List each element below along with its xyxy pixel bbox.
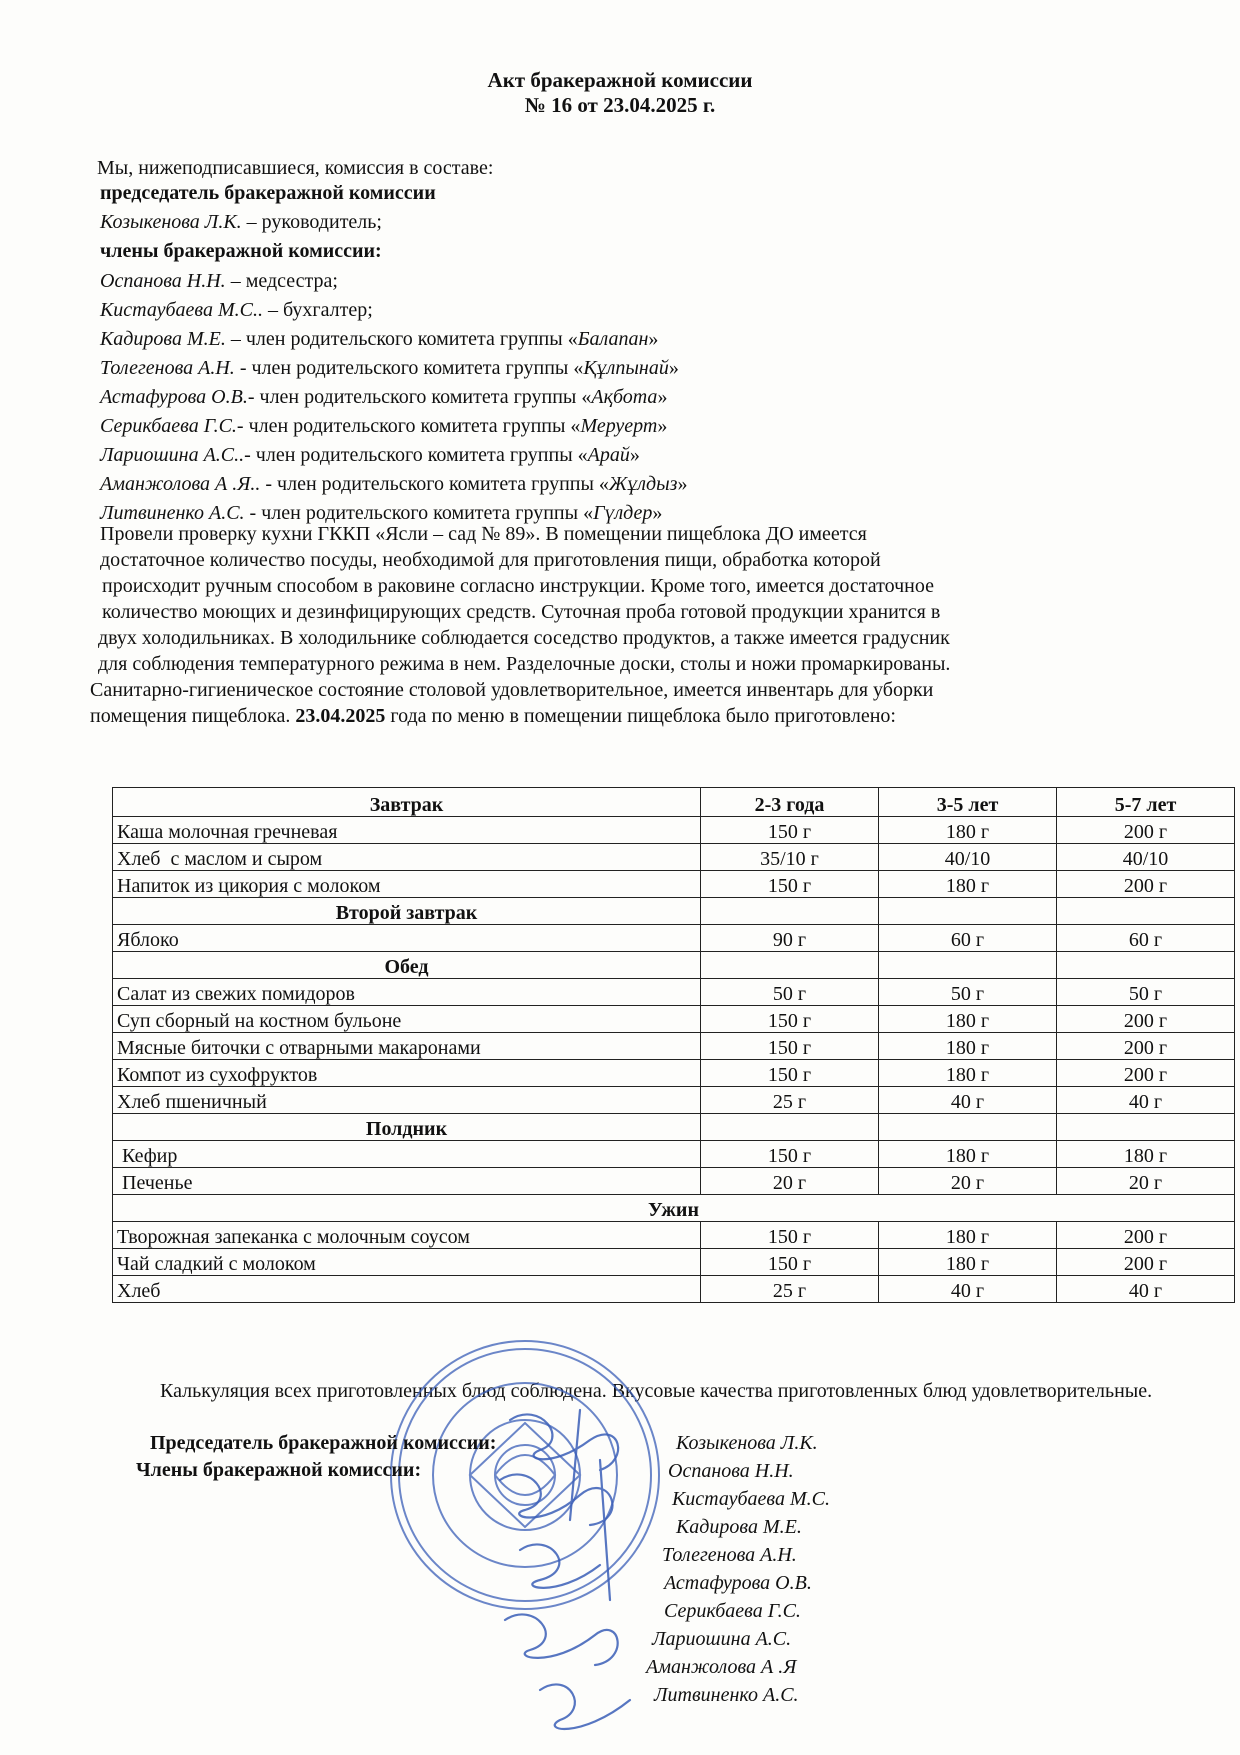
member-role: - член родительского комитета группы « <box>260 473 609 495</box>
member-group: Құлпынай <box>583 357 669 379</box>
section-row <box>113 952 1235 979</box>
dish-name: Салат из свежих помидоров <box>113 979 701 1006</box>
signature-name: Астафурова О.В. <box>664 1572 812 1594</box>
portion-value: 60 г <box>879 925 1057 952</box>
chair-name: Козыкенова Л.К. <box>100 211 242 233</box>
table-row <box>113 925 1235 952</box>
portion-value: 20 г <box>1057 1168 1235 1195</box>
chair-heading: председатель бракеражной комиссии <box>100 182 436 204</box>
portion-value: 35/10 г <box>701 844 879 871</box>
member-role: - член родительского комитета группы « <box>247 386 592 408</box>
empty-cell <box>879 898 1057 925</box>
member-name: Аманжолова А .Я.. <box>100 473 261 495</box>
menu-table <box>112 787 1235 1303</box>
member-role: - член родительского комитета группы « <box>244 444 588 466</box>
portion-value: 40 г <box>879 1087 1057 1114</box>
portion-value: 25 г <box>701 1087 879 1114</box>
inspection-line-last <box>90 704 896 730</box>
dish-name: Творожная запеканка с молочным соусом <box>113 1222 701 1249</box>
member-name: Литвиненко А.С. <box>100 502 245 524</box>
inspection-last-before: помещения пищеблока. <box>90 705 296 727</box>
portion-value: 200 г <box>1057 1249 1235 1276</box>
member-role: - член родительского комитета группы « <box>234 357 584 379</box>
portion-value: 50 г <box>1057 979 1235 1006</box>
empty-cell <box>1057 1114 1235 1141</box>
member-line <box>100 386 667 409</box>
portion-value: 180 г <box>1057 1141 1235 1168</box>
member-group: Балапан <box>577 328 649 350</box>
member-group: Ақбота <box>591 386 658 408</box>
portion-value: 180 г <box>879 1033 1057 1060</box>
member-line <box>100 415 667 438</box>
meal-section-title: Полдник <box>113 1114 701 1141</box>
table-row <box>113 979 1235 1006</box>
member-name: Лариошина А.С.. <box>100 444 245 466</box>
dish-name: Компот из сухофруктов <box>113 1060 701 1087</box>
dish-name: Напиток из цикория с молоком <box>113 871 701 898</box>
member-group: Жұлдыз <box>608 473 678 495</box>
member-group: Меруерт <box>580 415 658 437</box>
member-role: - член родительского комитета группы « <box>244 502 594 524</box>
meal-section-title: Второй завтрак <box>113 898 701 925</box>
chair-signature-label: Председатель бракеражной комиссии: <box>150 1432 497 1454</box>
empty-cell <box>701 898 879 925</box>
signature-name: Оспанова Н.Н. <box>668 1460 794 1482</box>
member-name: Оспанова Н.Н. <box>100 270 226 292</box>
table-row <box>113 1168 1235 1195</box>
member-group-close: » <box>652 502 663 524</box>
member-group-close: » <box>629 444 640 466</box>
portion-value: 25 г <box>701 1276 879 1303</box>
portion-value: 50 г <box>879 979 1057 1006</box>
member-role: – медсестра; <box>225 270 338 292</box>
section-row <box>113 898 1235 925</box>
portion-value: 200 г <box>1057 1222 1235 1249</box>
signature-name: Серикбаева Г.С. <box>664 1600 801 1622</box>
table-row <box>113 1249 1235 1276</box>
portion-value: 180 г <box>879 1060 1057 1087</box>
document-number: № 16 от 23.04.2025 г. <box>524 93 716 117</box>
member-line <box>100 444 640 467</box>
meal-section-title: Ужин <box>113 1195 1235 1222</box>
empty-cell <box>1057 952 1235 979</box>
inspection-line: количество моющих и дезинфицирующих средств. Суточная проба готовой продукции хранится в <box>102 601 941 623</box>
inspection-line: происходит ручным способом в раковине согласно инструкции. Кроме того, имеется достаточное <box>102 575 934 597</box>
members-heading: члены бракеражной комиссии: <box>100 240 382 262</box>
portion-value: 200 г <box>1057 1033 1235 1060</box>
portion-value: 180 г <box>879 871 1057 898</box>
portion-value: 180 г <box>879 817 1057 844</box>
section-row <box>113 1114 1235 1141</box>
member-group-close: » <box>657 386 668 408</box>
dish-name: Суп сборный на костном бульоне <box>113 1006 701 1033</box>
portion-value: 150 г <box>701 1222 879 1249</box>
column-header: 3-5 лет <box>879 788 1057 817</box>
empty-cell <box>879 952 1057 979</box>
dish-name: Хлеб пшеничный <box>113 1087 701 1114</box>
calculation-text: Калькуляция всех приготовленных блюд соблюдена. Вкусовые качества приготовленных блюд удовлетворительные. <box>160 1380 1153 1402</box>
portion-value: 150 г <box>701 871 879 898</box>
table-row <box>113 817 1235 844</box>
portion-value: 200 г <box>1057 1060 1235 1087</box>
signature-name: Кистаубаева М.С. <box>672 1488 830 1510</box>
table-header-row <box>113 788 1235 817</box>
portion-value: 40 г <box>1057 1087 1235 1114</box>
table-row <box>113 844 1235 871</box>
inspection-line: Санитарно-гигиеническое состояние столовой удовлетворительное, имеется инвентарь для уборки <box>90 679 934 701</box>
portion-value: 200 г <box>1057 871 1235 898</box>
portion-value: 40 г <box>879 1276 1057 1303</box>
portion-value: 150 г <box>701 817 879 844</box>
inspection-line: Провели проверку кухни ГККП «Ясли – сад № 89». В помещении пищеблока ДО имеется <box>100 523 867 545</box>
portion-value: 180 г <box>879 1222 1057 1249</box>
table-row <box>113 1033 1235 1060</box>
portion-value: 40 г <box>1057 1276 1235 1303</box>
member-group-close: » <box>677 473 688 495</box>
member-name: Кистаубаева М.С.. <box>100 299 263 321</box>
signature-name: Козыкенова Л.К. <box>676 1432 818 1454</box>
signature-name: Лариошина А.С. <box>652 1628 792 1650</box>
dish-name: Яблоко <box>113 925 701 952</box>
signature-name: Литвиненко А.С. <box>654 1684 799 1706</box>
empty-cell <box>879 1114 1057 1141</box>
dish-name: Печенье <box>113 1168 701 1195</box>
portion-value: 150 г <box>701 1006 879 1033</box>
inspection-line: для соблюдения температурного режима в нем. Разделочные доски, столы и ножи промаркированы. <box>98 653 951 675</box>
dish-name: Мясные биточки с отварными макаронами <box>113 1033 701 1060</box>
chair-role: – руководитель; <box>241 211 382 233</box>
signature-name: Кадирова М.Е. <box>676 1516 802 1538</box>
member-name: Серикбаева Г.С. <box>100 415 237 437</box>
empty-cell <box>701 952 879 979</box>
empty-cell <box>701 1114 879 1141</box>
table-row <box>113 1276 1235 1303</box>
column-header: Завтрак <box>113 788 701 817</box>
table-row <box>113 1222 1235 1249</box>
handwritten-signatures <box>480 1400 680 1745</box>
member-role: – член родительского комитета группы « <box>225 328 578 350</box>
dish-name: Кефир <box>113 1141 701 1168</box>
member-name: Кадирова М.Е. <box>100 328 226 350</box>
member-name: Толегенова А.Н. <box>100 357 235 379</box>
portion-value: 180 г <box>879 1006 1057 1033</box>
members-signature-label: Члены бракеражной комиссии: <box>136 1459 422 1481</box>
member-name: Астафурова О.В. <box>100 386 248 408</box>
inspection-line: двух холодильниках. В холодильнике соблюдается соседство продуктов, а также имеется градусник <box>98 627 950 649</box>
member-line <box>100 328 658 351</box>
portion-value: 40/10 <box>879 844 1057 871</box>
table-row <box>113 1141 1235 1168</box>
meal-section-title: Обед <box>113 952 701 979</box>
portion-value: 200 г <box>1057 1006 1235 1033</box>
portion-value: 180 г <box>879 1141 1057 1168</box>
dish-name: Чай сладкий с молоком <box>113 1249 701 1276</box>
portion-value: 20 г <box>701 1168 879 1195</box>
member-line <box>100 299 373 322</box>
table-row <box>113 1060 1235 1087</box>
document-title: Акт бракеражной комиссии <box>487 68 753 92</box>
chair-line <box>100 211 382 234</box>
column-header: 2-3 года <box>701 788 879 817</box>
dish-name: Каша молочная гречневая <box>113 817 701 844</box>
signature-name: Аманжолова А .Я <box>646 1656 797 1678</box>
inspection-line: достаточное количество посуды, необходимой для приготовления пищи, обработка которой <box>100 549 881 571</box>
portion-value: 40/10 <box>1057 844 1235 871</box>
table-row <box>113 871 1235 898</box>
member-role: – бухгалтер; <box>262 299 373 321</box>
member-group-close: » <box>668 357 679 379</box>
portion-value: 90 г <box>701 925 879 952</box>
portion-value: 60 г <box>1057 925 1235 952</box>
inspection-last-after: года по меню в помещении пищеблока было приготовлено: <box>385 705 896 727</box>
signature-name: Толегенова А.Н. <box>662 1544 797 1566</box>
portion-value: 180 г <box>879 1249 1057 1276</box>
member-role: - член родительского комитета группы « <box>236 415 581 437</box>
empty-cell <box>1057 898 1235 925</box>
inspection-date: 23.04.2025 <box>295 705 386 727</box>
dish-name: Хлеб с маслом и сыром <box>113 844 701 871</box>
portion-value: 150 г <box>701 1249 879 1276</box>
portion-value: 200 г <box>1057 817 1235 844</box>
member-line <box>100 270 338 293</box>
table-row <box>113 1087 1235 1114</box>
column-header: 5-7 лет <box>1057 788 1235 817</box>
portion-value: 150 г <box>701 1141 879 1168</box>
member-line <box>100 357 679 380</box>
member-group-close: » <box>648 328 659 350</box>
section-row <box>113 1195 1235 1222</box>
intro-text: Мы, нижеподписавшиеся, комиссия в составе: <box>97 157 494 179</box>
member-line <box>100 473 687 496</box>
dish-name: Хлеб <box>113 1276 701 1303</box>
member-group-close: » <box>657 415 668 437</box>
table-row <box>113 1006 1235 1033</box>
member-group: Арай <box>587 444 630 466</box>
portion-value: 150 г <box>701 1033 879 1060</box>
portion-value: 20 г <box>879 1168 1057 1195</box>
portion-value: 50 г <box>701 979 879 1006</box>
member-group: Гүлдер <box>593 502 653 524</box>
portion-value: 150 г <box>701 1060 879 1087</box>
